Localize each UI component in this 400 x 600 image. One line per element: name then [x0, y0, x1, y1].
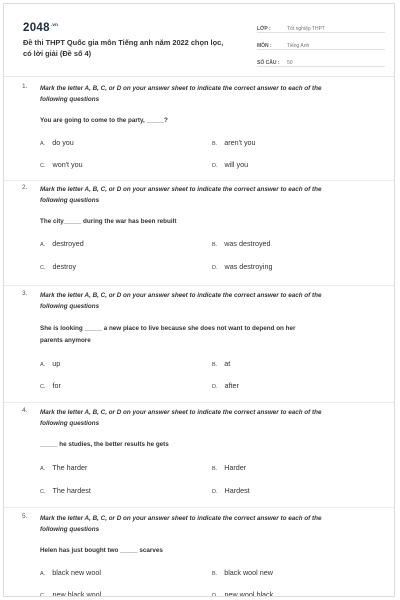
option-letter: C.: [40, 384, 46, 390]
option-letter: B.: [212, 242, 218, 248]
header-divider: [4, 76, 394, 77]
answer-option-d[interactable]: [212, 160, 248, 169]
question-stem: [40, 216, 380, 228]
option-text: black new wool: [52, 568, 101, 577]
answer-option-a[interactable]: [40, 568, 101, 577]
option-text: will you: [224, 160, 249, 169]
answer-option-b[interactable]: [212, 239, 271, 248]
question-divider: [4, 402, 395, 403]
answer-option-a[interactable]: [40, 239, 84, 248]
option-letter: B.: [212, 466, 218, 472]
meta-label: SỐ CÂU :: [257, 60, 280, 66]
answer-option-d[interactable]: [212, 262, 272, 271]
option-letter: C.: [40, 163, 46, 169]
instruction-line: Mark the letter A, B, C, or D on your answer sheet to indicate the correct answer to each of the: [40, 409, 322, 416]
stem-line: You are going to come to the party, _____?: [40, 117, 168, 124]
answer-option-b[interactable]: [212, 568, 273, 577]
stem-line: The city_____ during the war has been rebuilt: [40, 218, 177, 225]
option-text: black wool new: [224, 568, 273, 577]
meta-value: 50: [287, 60, 293, 66]
meta-value: Tiếng Anh: [287, 43, 310, 49]
answer-option-c[interactable]: [40, 160, 83, 169]
option-letter: D.: [212, 163, 218, 169]
option-text: was destroyed: [224, 239, 271, 248]
stem-line: She is looking _____ a new place to live because she does not want to depend on her: [40, 325, 296, 332]
instruction-line: following questions: [40, 420, 100, 427]
option-text: The hardest: [52, 486, 91, 495]
question-divider: [4, 507, 395, 508]
option-text: destroyed: [52, 239, 84, 248]
option-text: Hardest: [224, 486, 250, 495]
option-letter: A.: [40, 141, 46, 147]
question-stem: [40, 439, 380, 451]
answer-option-c[interactable]: [40, 262, 76, 271]
stem-line: _____ he studies, the better results he gets: [40, 441, 169, 448]
option-letter: A.: [40, 571, 46, 577]
answer-option-a[interactable]: [40, 463, 87, 472]
answer-option-b[interactable]: [212, 463, 246, 472]
instruction-line: following questions: [40, 526, 100, 533]
document-title-line2: có lời giải (Đề số 4): [23, 48, 92, 58]
instruction-line: Mark the letter A, B, C, or D on your answer sheet to indicate the correct answer to each of the: [40, 85, 322, 92]
option-letter: B.: [212, 362, 218, 368]
option-text: for: [52, 381, 61, 390]
option-text: new wool black: [224, 590, 274, 597]
option-text: was destroying: [224, 262, 273, 271]
option-text: new black wool: [52, 590, 102, 597]
instruction-line: following questions: [40, 197, 100, 204]
question-number: 4.: [22, 407, 28, 414]
answer-option-a[interactable]: [40, 359, 60, 368]
site-logo[interactable]: [23, 22, 58, 34]
question-number: 5.: [22, 513, 28, 520]
instruction-line: following questions: [40, 303, 100, 310]
answer-option-c[interactable]: [40, 590, 101, 597]
document-meta: [257, 18, 385, 69]
question-instruction: [40, 407, 385, 429]
answer-option-c[interactable]: [40, 486, 91, 495]
option-letter: C.: [40, 265, 46, 271]
instruction-line: Mark the letter A, B, C, or D on your answer sheet to indicate the correct answer to each of the: [40, 515, 322, 522]
option-text: aren't you: [224, 138, 256, 147]
answer-option-b[interactable]: [212, 359, 230, 368]
option-letter: B.: [212, 571, 218, 577]
option-text: do you: [52, 138, 74, 147]
instruction-line: Mark the letter A, B, C, or D on your answer sheet to indicate the correct answer to each of the: [40, 292, 322, 299]
option-letter: C.: [40, 593, 46, 597]
answer-option-c[interactable]: [40, 381, 61, 390]
question-number: 3.: [22, 290, 28, 297]
option-text: Harder: [224, 463, 247, 472]
option-text: won't you: [52, 160, 83, 169]
option-text: at: [224, 359, 231, 368]
question-instruction: [40, 184, 385, 206]
question-instruction: [40, 290, 385, 312]
option-letter: C.: [40, 489, 46, 495]
question-divider: [4, 180, 395, 181]
stem-line: parents anymore: [40, 337, 91, 344]
option-letter: D.: [212, 384, 218, 390]
answer-option-d[interactable]: [212, 590, 273, 597]
logo-main: 2048: [23, 22, 50, 34]
option-letter: A.: [40, 466, 46, 472]
stem-line: Helen has just bought two _____ scarves: [40, 547, 163, 554]
answer-option-d[interactable]: [212, 381, 239, 390]
meta-row-count: [257, 52, 385, 67]
option-letter: A.: [40, 242, 46, 248]
document-page: [3, 3, 395, 597]
option-letter: D.: [212, 593, 218, 597]
option-text: after: [224, 381, 239, 390]
question-stem: [40, 545, 380, 557]
meta-value: Tốt nghiệp THPT: [287, 26, 325, 32]
question-divider: [4, 285, 395, 286]
meta-row-class: [257, 18, 385, 33]
meta-label: LỚP :: [257, 26, 271, 32]
logo-suffix: .vn: [50, 22, 59, 28]
question-instruction: [40, 83, 385, 105]
option-letter: D.: [212, 265, 218, 271]
option-letter: B.: [212, 141, 218, 147]
option-text: The harder: [52, 463, 88, 472]
meta-label: MÔN :: [257, 43, 272, 49]
document-title: [23, 38, 243, 59]
question-stem: [40, 115, 380, 127]
instruction-line: following questions: [40, 96, 100, 103]
meta-row-subject: [257, 35, 385, 50]
question-number: 2.: [22, 184, 28, 191]
option-letter: D.: [212, 489, 218, 495]
instruction-line: Mark the letter A, B, C, or D on your answer sheet to indicate the correct answer to each of the: [40, 186, 322, 193]
answer-option-b[interactable]: [212, 138, 256, 147]
option-text: destroy: [52, 262, 77, 271]
question-instruction: [40, 513, 385, 535]
option-letter: A.: [40, 362, 46, 368]
option-text: up: [52, 359, 61, 368]
answer-option-d[interactable]: [212, 486, 250, 495]
question-stem: [40, 323, 380, 347]
document-title-line1: Đề thi THPT Quốc gia môn Tiếng anh năm 2022 chọn lọc,: [23, 38, 224, 47]
answer-option-a[interactable]: [40, 138, 74, 147]
question-number: 1.: [22, 83, 28, 90]
